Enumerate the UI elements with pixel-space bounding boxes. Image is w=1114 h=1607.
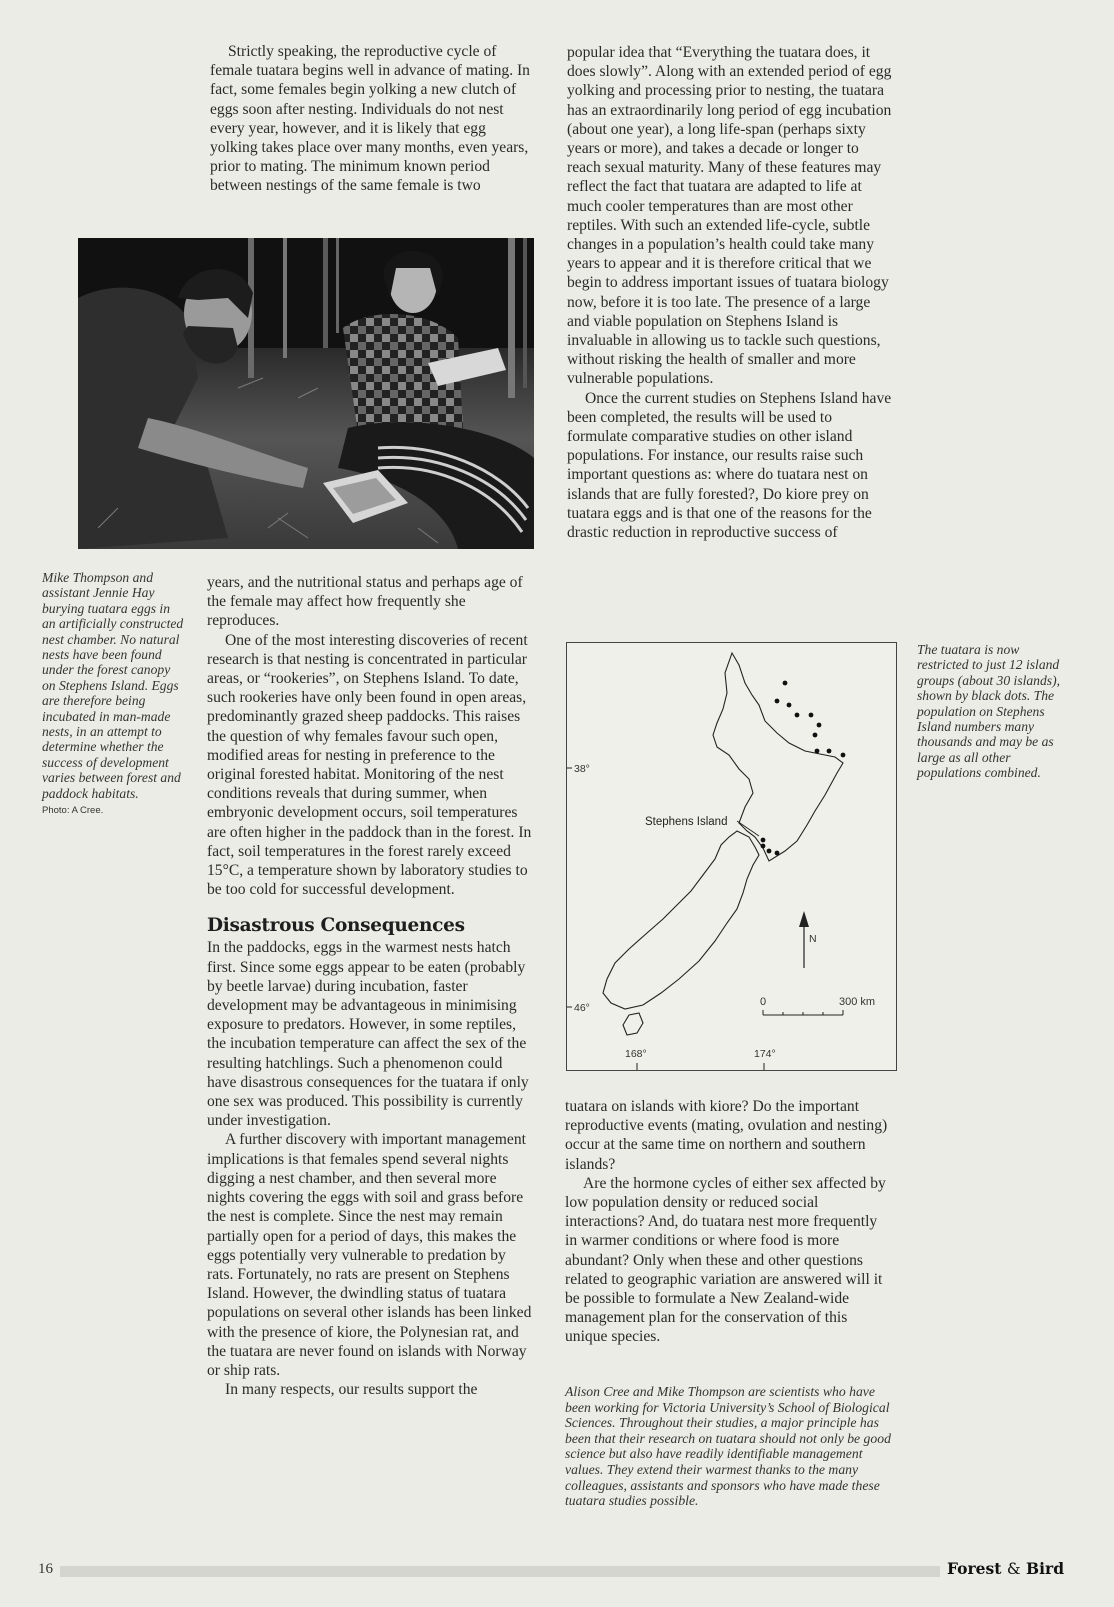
section-disastrous-consequences — [207, 938, 533, 1399]
paragraph: In the paddocks, eggs in the warmest nests hatch first. Since some eggs appear to be eaten (probably by beetle larvae) during incubation, faster development may be advantageous in minimising exposure to predators. However, in some reptiles, the incubation temperature can affect the sex of the resulting hatchlings. Such a phenomenon could have disastrous consequences for the tuatara if only one sex was produced. This possibility is currently under investigation. — [207, 939, 529, 1130]
column-right-top — [567, 43, 893, 542]
page-number: 16 — [38, 1561, 53, 1577]
paragraph: Are the hormone cycles of either sex affected by low population density or reduced social interactions? And, do tuatara nest more frequently in warmer conditions or where food is more abundant? Only when these and other questions related to geographic variation are answered will it be possible to formulate a New Zealand-wide management plan for the conservation of this unique species. — [565, 1174, 886, 1346]
paragraph: Strictly speaking, the reproductive cycle of female tuatara begins well in advance of mating. In fact, some females begin yolking a new clutch of eggs soon after nesting. Individuals do not nest every year, however, and it is likely that egg yolking takes place over many months, even years, prior to mating. The minimum known period between nestings of the same female is two — [210, 43, 530, 195]
author-bio: Alison Cree and Mike Thompson are scientists who have been working for Victoria University’s School of Biological Sciences. Throughout their studies, a major principle has been that their research on tuatara should not only be good science but also have readily identifiable management values. They extend their warmest thanks to the many colleagues, assistants and sponsors who have made these tuatara studies possible. — [565, 1384, 891, 1509]
photo-caption — [42, 570, 184, 819]
stephens-island-pointer — [737, 821, 759, 836]
magazine-title-amp: & — [1006, 1560, 1021, 1578]
latitude-label-38: 38° — [574, 763, 590, 775]
longitude-label-168: 168° — [625, 1048, 647, 1060]
paragraph: One of the most interesting discoveries of recent research is that nesting is concentrated in particular areas, or “rookeries”, on Stephens Island. To date, such rookeries have only been found in open areas, predominantly grazed sheep paddocks. This raises the question of why females favour such open, modified areas for nesting in preference to the original forested habitat. Monitoring of the nest conditions reveals that during summer, when embryonic development occurs, soil temperatures are often higher in the paddock than in the forest. In fact, soil temperatures in the forest rarely exceed 15°C, a temperature shown by laboratory studies to be too cold for successful development. — [207, 631, 532, 899]
island-dot — [767, 849, 772, 854]
column-left-top — [210, 42, 530, 196]
magazine-title-bird: Bird — [1026, 1559, 1065, 1578]
magazine-title — [947, 1559, 1064, 1578]
section-rookeries — [207, 573, 533, 899]
north-island-outline — [713, 653, 843, 861]
island-dot — [761, 844, 766, 849]
paragraph: tuatara on islands with kiore? Do the important reproductive events (mating, ovulation and nesting) occur at the same time on northern and southern islands? — [565, 1098, 888, 1173]
north-arrow-icon — [799, 911, 809, 927]
paragraph: years, and the nutritional status and perhaps age of the female may affect how frequently she reproduces. — [207, 574, 523, 630]
island-dot — [809, 713, 814, 718]
south-island-outline — [603, 831, 759, 1009]
scale-bar — [763, 1010, 843, 1015]
column-left-bottom — [207, 573, 533, 1399]
north-label: N — [809, 933, 817, 945]
paragraph: In many respects, our results support the — [225, 1381, 478, 1399]
latitude-label-46: 46° — [574, 1002, 590, 1014]
stewart-island-outline — [623, 1013, 643, 1035]
island-dot — [827, 749, 832, 754]
footer-rule — [60, 1566, 940, 1577]
tuatara-island-dots — [761, 681, 846, 856]
paragraph: popular idea that “Everything the tuatara does, it does slowly”. Along with an extended period of egg yolking and processing prior to nesting, the tuatara has an extraordinarily long period of egg incubation (about one year), a long life-span (perhaps sixty years or more), and takes a decade or longer to reach sexual maturity. Many of these features may reflect the fact that tuatara are adapted to life at much cooler temperatures than are most other reptiles. With such an extended life-cycle, subtle changes in a population’s health could take many years to appear and it is therefore critical that we begin to address important issues of tuatara biology now, before it is too late. The presence of a large and viable population on Stephens Island is invaluable in allowing us to tackle such questions, without risking the health of smaller and more vulnerable populations. — [567, 44, 892, 388]
island-dot — [783, 681, 788, 686]
photo-credit: Photo: A Cree. — [42, 805, 104, 817]
island-dot — [775, 851, 780, 856]
column-right-bottom — [565, 1097, 893, 1347]
photo-nest-burial — [78, 238, 534, 549]
new-zealand-map — [566, 642, 897, 1071]
island-dot — [817, 723, 822, 728]
island-dot — [813, 733, 818, 738]
island-dot — [775, 699, 780, 704]
island-dot — [787, 703, 792, 708]
map-caption: The tuatara is now restricted to just 12 island groups (about 30 islands), shown by black dots. The population on Stephens Island numbers many thousands and may be as large as all other populations combined. — [917, 642, 1060, 781]
island-dot — [761, 838, 766, 843]
island-dot — [815, 749, 820, 754]
paragraph: A further discovery with important management implications is that females spend several nights digging a nest chamber, and then several more nights covering the eggs with soil and grass before the nest is complete. Since the nest may remain partially open for a period of days, this makes the eggs potentially very vulnerable to predation by rats. Fortunately, no rats are present on Stephens Island. However, the dwindling status of tuatara populations on several other islands has been linked with the presence of kiore, the Polynesian rat, and the tuatara are never found on islands with Norway or ship rats. — [207, 1131, 532, 1379]
longitude-label-174: 174° — [754, 1048, 776, 1060]
scale-start-label: 0 — [760, 996, 767, 1008]
magazine-title-forest: Forest — [947, 1559, 1002, 1578]
island-dot — [795, 713, 800, 718]
paragraph: Once the current studies on Stephens Island have been completed, the results will be used to formulate comparative studies on other island populations. For instance, our results raise such important questions as: where do tuatara nest on islands that are fully forested?, Do kiore prey on tuatara eggs and is that one of the reasons for the drastic reduction in reproductive success of — [567, 389, 892, 542]
stephens-island-label: Stephens Island — [645, 816, 728, 828]
island-dot — [841, 753, 846, 758]
section-heading: Disastrous Consequences — [207, 915, 465, 937]
scale-end-label: 300 km — [839, 996, 876, 1008]
photo-caption-text: Mike Thompson and assistant Jennie Hay burying tuatara eggs in an artificially constructed nest chamber. No natural nests have been found under the forest canopy on Stephens Island. Eggs are therefore being incubated in man-made nests, in an attempt to determine whether the success of development varies between forest and paddock habitats. — [42, 570, 184, 801]
